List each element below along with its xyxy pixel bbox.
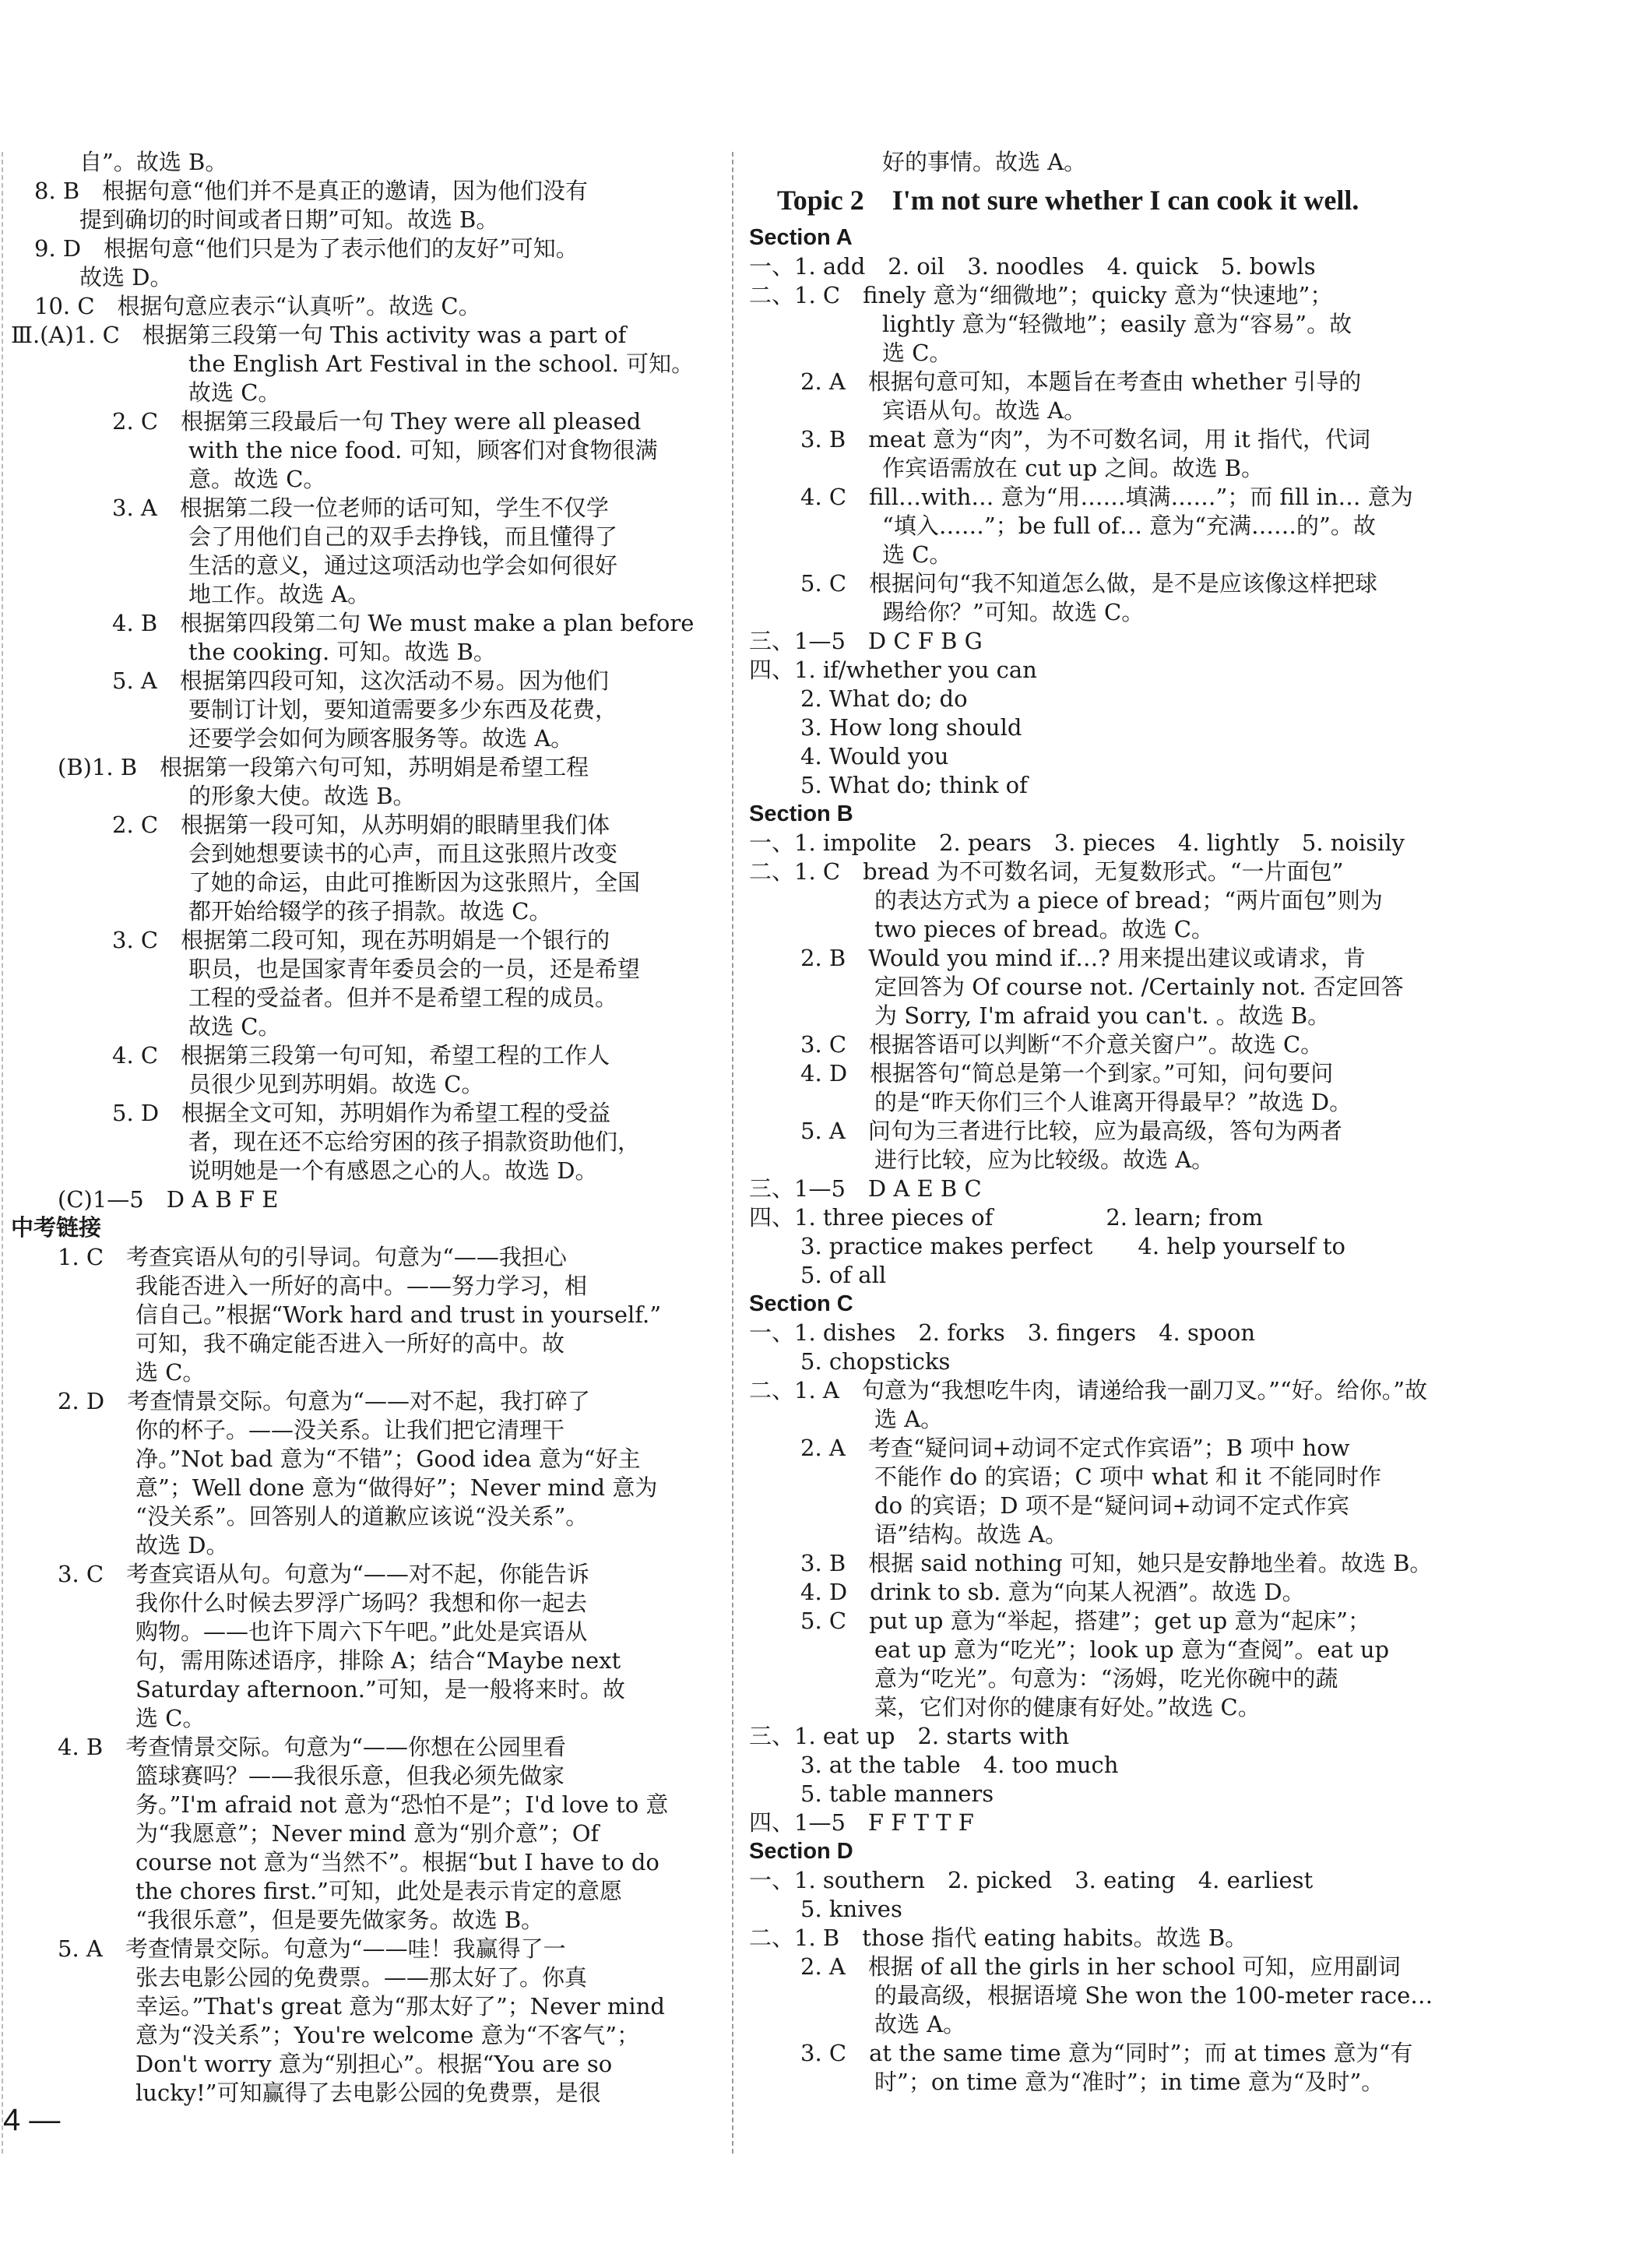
- answer-line: [11, 1733, 727, 1762]
- line-text: 3. practice makes perfect 4. help yourself to: [800, 1233, 1345, 1259]
- line-text: 三、1—5 D A E B C: [749, 1175, 982, 1202]
- line-text: 会了用他们自己的双手去挣钱，而且懂得了: [188, 523, 618, 550]
- line-text: 2. B Would you mind if…? 用来提出建议或请求，肯: [800, 945, 1366, 971]
- line-text: 定回答为 Of course not. /Certainly not. 否定回答: [874, 974, 1404, 1000]
- answer-line: [746, 915, 1626, 944]
- line-text: 4. D drink to sb. 意为“向某人祝酒”。故选 D。: [800, 1579, 1305, 1605]
- line-text: 提到确切的时间或者日期”可知。故选 B。: [79, 206, 499, 233]
- answer-line: [746, 1924, 1626, 1953]
- answer-line: [11, 1128, 727, 1157]
- line-text: 菜，它们对你的健康有好处。”故选 C。: [874, 1694, 1261, 1720]
- line-text: 幸运。”That's great 意为“那太好了”；Never mind: [135, 1993, 665, 2020]
- answer-line: [11, 1445, 727, 1474]
- answer-line: [746, 829, 1626, 858]
- line-text: 说明她是一个有感恩之心的人。故选 D。: [188, 1157, 598, 1184]
- answer-line: [746, 771, 1626, 800]
- answer-line: [746, 656, 1626, 685]
- left-column: [11, 148, 727, 2108]
- line-text: 5. knives: [800, 1896, 902, 1922]
- line-text: 故选 A。: [874, 2011, 966, 2037]
- right-column: [746, 148, 1626, 2097]
- answer-line: [11, 1992, 727, 2021]
- answer-line: [746, 627, 1626, 656]
- answer-line: [746, 1174, 1626, 1203]
- answer-line: [11, 1358, 727, 1387]
- answer-line: [746, 1405, 1626, 1434]
- answer-line: [746, 1578, 1626, 1607]
- line-text: 5. C put up 意为“举起，搭建”；get up 意为“起床”；: [800, 1608, 1371, 1634]
- answer-line: [11, 1041, 727, 1070]
- answer-line: [11, 1012, 727, 1041]
- line-text: 5. chopsticks: [800, 1348, 951, 1375]
- answer-line: [746, 742, 1626, 771]
- line-text: 故选 C。: [188, 379, 281, 406]
- answer-line: [11, 724, 727, 753]
- answer-line: [746, 1347, 1626, 1376]
- line-text: 为 Sorry, I'm afraid you can't. 。故选 B。: [874, 1002, 1331, 1029]
- answer-line: [11, 1070, 727, 1099]
- answer-line: [746, 252, 1626, 281]
- column-divider: [732, 152, 733, 2154]
- answer-line: [11, 1474, 727, 1502]
- answer-line: [746, 541, 1626, 569]
- line-text: 3. C 考查宾语从句。句意为“——对不起，你能告诉: [58, 1561, 589, 1587]
- line-text: course not 意为“当然不”。根据“but I have to do: [135, 1849, 659, 1875]
- line-text: 我能否进入一所好的高中。——努力学习，相: [135, 1273, 588, 1299]
- answer-line: [746, 396, 1626, 425]
- section-heading: [746, 224, 1626, 252]
- answer-line: [11, 840, 727, 868]
- answer-line: [11, 1099, 727, 1128]
- answer-line: [746, 1002, 1626, 1030]
- answer-line: [746, 1232, 1626, 1261]
- line-text: 一、1. add 2. oil 3. noodles 4. quick 5. bowls: [749, 253, 1316, 280]
- line-text: 3. How long should: [800, 714, 1022, 741]
- line-text: 选 C。: [135, 1359, 206, 1386]
- line-text: 四、1. if/whether you can: [749, 657, 1037, 683]
- answer-line: [11, 1387, 727, 1416]
- answer-line: [11, 926, 727, 955]
- line-text: 购物。——也许下周六下午吧。”此处是宾语从: [135, 1618, 588, 1645]
- answer-line: [746, 1780, 1626, 1808]
- answer-line: [11, 379, 727, 407]
- line-text: 4. B 考查情景交际。句意为“——你想在公园里看: [58, 1734, 567, 1760]
- line-text: lightly 意为“轻微地”；easily 意为“容易”。故: [882, 311, 1352, 337]
- line-text: 要制订计划，要知道需要多少东西及花费，: [188, 696, 618, 723]
- answer-line: [746, 368, 1626, 396]
- answer-line: [746, 1607, 1626, 1636]
- line-text: 3. C at the same time 意为“同时”；而 at times 意为“有: [800, 2040, 1413, 2066]
- line-text: 3. C 根据第二段可知，现在苏明娟是一个银行的: [112, 927, 610, 953]
- line-text: 2. A 根据 of all the girls in her school 可知，应用副词: [800, 1953, 1401, 1980]
- line-text: 1. C 考查宾语从句的引导词。句意为“——我担心: [58, 1244, 567, 1270]
- line-text: 5. What do; think of: [800, 772, 1028, 798]
- answer-line: [11, 1877, 727, 1906]
- line-text: 4. D 根据答句“简总是第一个到家。”可知，问句要问: [800, 1060, 1334, 1086]
- line-text: 进行比较，应为比较级。故选 A。: [874, 1146, 1215, 1173]
- answer-line: [11, 609, 727, 638]
- answer-line: [746, 483, 1626, 512]
- answer-line: [746, 1088, 1626, 1117]
- line-text: 9. D 根据句意“他们只是为了表示他们的友好”可知。: [34, 235, 579, 262]
- line-text: 时”；on time 意为“准时”；in time 意为“及时”。: [874, 2069, 1384, 2095]
- answer-line: [746, 973, 1626, 1002]
- answer-line: [11, 1963, 727, 1992]
- line-text: 5. C 根据问句“我不知道怎么做，是不是应该像这样把球: [800, 570, 1377, 597]
- line-text: 二、1. A 句意为“我想吃牛肉，请递给我一副刀叉。”“好。给你。”故: [749, 1377, 1428, 1403]
- line-text: 2. A 根据句意可知，本题旨在考查由 whether 引导的: [800, 368, 1362, 395]
- answer-line: [11, 1157, 727, 1185]
- answer-line: [11, 551, 727, 580]
- line-text: 还要学会如何为顾客服务等。故选 A。: [188, 725, 574, 752]
- answer-line: [11, 1502, 727, 1531]
- line-text: Section C: [749, 1291, 853, 1316]
- answer-line: [11, 1675, 727, 1704]
- line-text: 可知，我不确定能否进入一所好的高中。故: [135, 1330, 565, 1357]
- answer-line: [746, 1146, 1626, 1174]
- answer-line: [746, 2068, 1626, 2097]
- answer-line: [746, 569, 1626, 598]
- line-text: 会到她想要读书的心声，而且这张照片改变: [188, 840, 618, 867]
- line-text: with the nice food. 可知，顾客们对食物很满: [188, 437, 658, 463]
- line-text: do 的宾语；D 项不是“疑问词+动词不定式作宾: [874, 1492, 1349, 1519]
- answer-line: [746, 425, 1626, 454]
- line-text: lucky!”可知赢得了去电影公园的免费票，是很: [135, 2080, 601, 2106]
- line-text: Section B: [749, 801, 853, 826]
- line-text: 生活的意义，通过这项活动也学会如何很好: [188, 552, 618, 579]
- left-margin-rule: [2, 152, 3, 2154]
- answer-line: [746, 1693, 1626, 1722]
- answer-line: [11, 234, 727, 263]
- answer-line: [11, 753, 727, 782]
- line-text: 三、1—5 D C F B G: [749, 628, 983, 654]
- line-text: the cooking. 可知。故选 B。: [188, 639, 496, 665]
- line-text: 不能作 do 的宾语；C 项中 what 和 it 不能同时作: [874, 1463, 1382, 1490]
- answer-line: [746, 713, 1626, 742]
- line-text: (B)1. B 根据第一段第六句可知，苏明娟是希望工程: [58, 754, 589, 780]
- answer-line: [746, 1059, 1626, 1088]
- answer-line: [11, 321, 727, 350]
- answer-line: [11, 2050, 727, 2079]
- answer-line: [11, 407, 727, 436]
- line-text: 为“我愿意”；Never mind 意为“别介意”；Of: [135, 1820, 600, 1847]
- answer-line: [11, 580, 727, 609]
- line-text: 2. C 根据第三段最后一句 They were all pleased: [112, 408, 642, 435]
- answer-line: [746, 1376, 1626, 1405]
- line-text: 5. D 根据全文可知，苏明娟作为希望工程的受益: [112, 1100, 611, 1126]
- answer-line: [746, 1866, 1626, 1895]
- line-text: 一、1. dishes 2. forks 3. fingers 4. spoon: [749, 1319, 1256, 1346]
- answer-line: [11, 523, 727, 551]
- line-text: 一、1. southern 2. picked 3. eating 4. earliest: [749, 1867, 1314, 1893]
- line-text: 故选 C。: [188, 1013, 281, 1040]
- answer-line: [11, 1531, 727, 1560]
- answer-line: [746, 1463, 1626, 1491]
- section-heading: [746, 1290, 1626, 1319]
- line-text: 3. C 根据答语可以判断“不介意关窗户”。故选 C。: [800, 1031, 1324, 1058]
- answer-line: [11, 1185, 727, 1214]
- line-text: 四、1. three pieces of 2. learn; from: [749, 1204, 1264, 1231]
- answer-line: [746, 1808, 1626, 1837]
- line-text: 8. B 根据句意“他们并不是真正的邀请，因为他们没有: [34, 178, 589, 204]
- line-text: 职员，也是国家青年委员会的一员，还是希望: [188, 956, 641, 982]
- answer-line: [746, 2010, 1626, 2039]
- line-text: 意为“吃光”。句意为：“汤姆，吃光你碗中的蔬: [874, 1665, 1338, 1692]
- line-text: 5. A 根据第四段可知，这次活动不易。因为他们: [112, 667, 609, 694]
- line-text: two pieces of bread。故选 C。: [874, 916, 1214, 942]
- line-text: 地工作。故选 A。: [188, 581, 371, 608]
- line-text: 选 A。: [874, 1406, 944, 1432]
- answer-line: [11, 1906, 727, 1935]
- answer-line: [746, 454, 1626, 483]
- line-text: 二、1. B those 指代 eating habits。故选 B。: [749, 1925, 1248, 1951]
- answer-line: [11, 1704, 727, 1733]
- answer-line: [11, 1560, 727, 1589]
- answer-line: [746, 1549, 1626, 1578]
- line-text: the chores first.”可知，此处是表示肯定的意愿: [135, 1878, 623, 1904]
- line-text: 选 C。: [882, 340, 952, 366]
- line-text: 意”；Well done 意为“做得好”；Never mind 意为: [135, 1474, 658, 1501]
- answer-line: [746, 944, 1626, 973]
- answer-line: [746, 1664, 1626, 1693]
- answer-line: [746, 858, 1626, 886]
- line-text: 语”结构。故选 A。: [874, 1521, 1067, 1548]
- answer-line: [746, 1953, 1626, 1981]
- answer-line: [11, 465, 727, 494]
- line-text: “填入……”；be full of… 意为“充满……的”。故: [882, 512, 1376, 539]
- answer-line: [11, 2079, 727, 2108]
- answer-line: [11, 1848, 727, 1877]
- answer-line: [746, 1319, 1626, 1347]
- answer-line: [746, 1491, 1626, 1520]
- line-text: (C)1—5 D A B F E: [58, 1186, 279, 1213]
- answer-line: [746, 2039, 1626, 2068]
- answer-line: [746, 1117, 1626, 1146]
- line-text: 4. C 根据第三段第一句可知，希望工程的工作人: [112, 1042, 610, 1069]
- line-text: 3. A 根据第二段一位老师的话可知，学生不仅学: [112, 495, 609, 521]
- line-text: Section D: [749, 1839, 853, 1864]
- line-text: 3. at the table 4. too much: [800, 1752, 1119, 1778]
- answer-line: [11, 1589, 727, 1618]
- answer-line: [746, 310, 1626, 339]
- line-text: 自”。故选 B。: [79, 149, 228, 175]
- answer-line: [11, 263, 727, 292]
- line-text: 二、1. C bread 为不可数名词，无复数形式。“一片面包”: [749, 858, 1344, 885]
- answer-line: [746, 1981, 1626, 2010]
- line-text: 3. B meat 意为“肉”，为不可数名词，用 it 指代，代词: [800, 426, 1371, 453]
- answer-line: [11, 1791, 727, 1819]
- line-text: Section A: [749, 225, 853, 250]
- line-text: 中考链接: [11, 1216, 102, 1241]
- answer-line: [11, 638, 727, 667]
- line-text: 故选 D。: [79, 264, 173, 291]
- line-text: 的是“昨天你们三个人谁离开得最早？”故选 D。: [874, 1089, 1352, 1115]
- answer-line: [746, 1520, 1626, 1549]
- line-text: 作宾语需放在 cut up 之间。故选 B。: [882, 455, 1264, 481]
- answer-line: [11, 984, 727, 1012]
- line-text: 工程的受益者。但并不是希望工程的成员。: [188, 984, 618, 1011]
- line-text: 张去电影公园的免费票。——那太好了。你真: [135, 1964, 588, 1991]
- answer-line: [11, 1416, 727, 1445]
- line-text: 5. table manners: [800, 1780, 994, 1807]
- answer-line: [11, 667, 727, 696]
- line-text: 四、1—5 F F T T F: [749, 1809, 974, 1836]
- line-text: 故选 D。: [135, 1532, 229, 1558]
- answer-line: [11, 1935, 727, 1963]
- answer-line: [11, 696, 727, 724]
- line-text: 的最高级，根据语境 She won the 100-meter race…: [874, 1982, 1433, 2009]
- answer-line: [746, 281, 1626, 310]
- section-heading: [11, 1214, 727, 1243]
- line-text: “没关系”。回答别人的道歉应该说“没关系”。: [135, 1503, 589, 1530]
- line-text: “我很乐意”，但是要先做家务。故选 B。: [135, 1907, 544, 1933]
- section-heading: [746, 800, 1626, 829]
- line-text: 2. D 考查情景交际。句意为“——对不起，我打碎了: [58, 1388, 590, 1414]
- line-text: 2. A 考查“疑问词+动词不定式作宾语”；B 项中 how: [800, 1435, 1350, 1461]
- line-text: 都开始给辍学的孩子捐款。故选 C。: [188, 898, 552, 924]
- line-text: 5. A 问句为三者进行比较，应为最高级，答句为两者: [800, 1118, 1342, 1144]
- answer-line: [11, 177, 727, 206]
- answer-line: [746, 685, 1626, 713]
- line-text: 4. B 根据第四段第二句 We must make a plan before: [112, 610, 695, 636]
- answer-line: [746, 1203, 1626, 1232]
- line-text: 意为“没关系”；You're welcome 意为“不客气”；: [135, 2022, 640, 2048]
- line-text: 我你什么时候去罗浮广场吗？我想和你一起去: [135, 1590, 588, 1616]
- line-text: 者，现在还不忘给穷困的孩子捐款资助他们，: [188, 1129, 641, 1155]
- line-text: 净。”Not bad 意为“不错”；Good idea 意为“好主: [135, 1446, 641, 1472]
- line-text: 4. Would you: [800, 743, 949, 770]
- line-text: Ⅲ.(A)1. C 根据第三段第一句 This activity was a part of: [11, 322, 627, 348]
- line-text: 务。”I'm afraid not 意为“恐怕不是”；I'd love to 意: [135, 1791, 669, 1818]
- answer-line: [746, 339, 1626, 368]
- answer-line: [11, 955, 727, 984]
- answer-line: [11, 782, 727, 811]
- answer-line: [11, 148, 727, 177]
- line-text: Don't worry 意为“别担心”。根据“You are so: [135, 2051, 613, 2077]
- topic-title: [746, 177, 1626, 224]
- answer-line: [11, 436, 727, 465]
- answer-line: [746, 1261, 1626, 1290]
- line-text: 宾语从句。故选 A。: [882, 397, 1087, 424]
- line-text: 5. A 考查情景交际。句意为“——哇！我赢得了一: [58, 1935, 566, 1962]
- line-text: the English Art Festival in the school. 可知。: [188, 350, 695, 377]
- line-text: 4. C fill…with… 意为“用……填满……”；而 fill in… 意为: [800, 484, 1413, 510]
- answer-line: [746, 1751, 1626, 1780]
- section-heading: [746, 1837, 1626, 1866]
- line-text: 一、1. impolite 2. pears 3. pieces 4. lightly 5. noisily: [749, 829, 1405, 856]
- line-text: eat up 意为“吃光”；look up 意为“查阅”。eat up: [874, 1636, 1390, 1663]
- answer-line: [746, 148, 1626, 177]
- answer-line: [11, 1618, 727, 1646]
- line-text: 选 C。: [135, 1705, 206, 1731]
- answer-line: [11, 1243, 727, 1272]
- answer-line: [11, 811, 727, 840]
- line-text: 3. B 根据 said nothing 可知，她只是安静地坐着。故选 B。: [800, 1550, 1433, 1576]
- answer-line: [11, 1762, 727, 1791]
- line-text: 二、1. C finely 意为“细微地”；quicky 意为“快速地”；: [749, 282, 1333, 308]
- answer-line: [11, 494, 727, 523]
- line-text: 篮球赛吗？——我很乐意，但我必须先做家: [135, 1763, 565, 1789]
- answer-line: [11, 292, 727, 321]
- line-text: Saturday afternoon.”可知，是一般将来时。故: [135, 1676, 625, 1703]
- answer-line: [11, 1301, 727, 1329]
- line-text: 员很少见到苏明娟。故选 C。: [188, 1071, 484, 1097]
- answer-line: [746, 1722, 1626, 1751]
- answer-line: [746, 1636, 1626, 1664]
- line-text: 你的杯子。——没关系。让我们把它清理干: [135, 1417, 565, 1443]
- answer-line: [11, 206, 727, 234]
- line-text: 了她的命运，由此可推断因为这张照片，全国: [188, 869, 641, 896]
- answer-line: [11, 1272, 727, 1301]
- line-text: 信自己。”根据“Work hard and trust in yourself.”: [135, 1301, 662, 1328]
- answer-line: [746, 886, 1626, 915]
- line-text: 踢给你？”可知。故选 C。: [882, 599, 1145, 625]
- answer-line: [11, 1329, 727, 1358]
- answer-line: [11, 868, 727, 897]
- line-text: 2. What do; do: [800, 685, 968, 712]
- line-text: 三、1. eat up 2. starts with: [749, 1723, 1070, 1749]
- answer-line: [11, 2021, 727, 2050]
- line-text: 句，需用陈述语序，排除 A；结合“Maybe next: [135, 1647, 621, 1674]
- line-text: 意。故选 C。: [188, 466, 326, 492]
- answer-line: [746, 1030, 1626, 1059]
- line-text: Topic 2 I'm not sure whether I can cook it well.: [777, 185, 1359, 216]
- answer-line: [11, 350, 727, 379]
- answer-line: [11, 1646, 727, 1675]
- answer-line: [746, 512, 1626, 541]
- answer-line: [11, 1819, 727, 1848]
- page-number: 4 —: [3, 2103, 61, 2137]
- line-text: 10. C 根据句意应表示“认真听”。故选 C。: [34, 293, 481, 319]
- answer-line: [11, 897, 727, 926]
- line-text: 的表达方式为 a piece of bread；“两片面包”则为: [874, 887, 1383, 914]
- line-text: 5. of all: [800, 1262, 887, 1288]
- line-text: 的形象大使。故选 B。: [188, 783, 416, 809]
- answer-line: [746, 1895, 1626, 1924]
- answer-line: [746, 598, 1626, 627]
- line-text: 选 C。: [882, 541, 952, 568]
- answer-line: [746, 1434, 1626, 1463]
- line-text: 好的事情。故选 A。: [882, 149, 1087, 175]
- line-text: 2. C 根据第一段可知，从苏明娟的眼睛里我们体: [112, 812, 610, 838]
